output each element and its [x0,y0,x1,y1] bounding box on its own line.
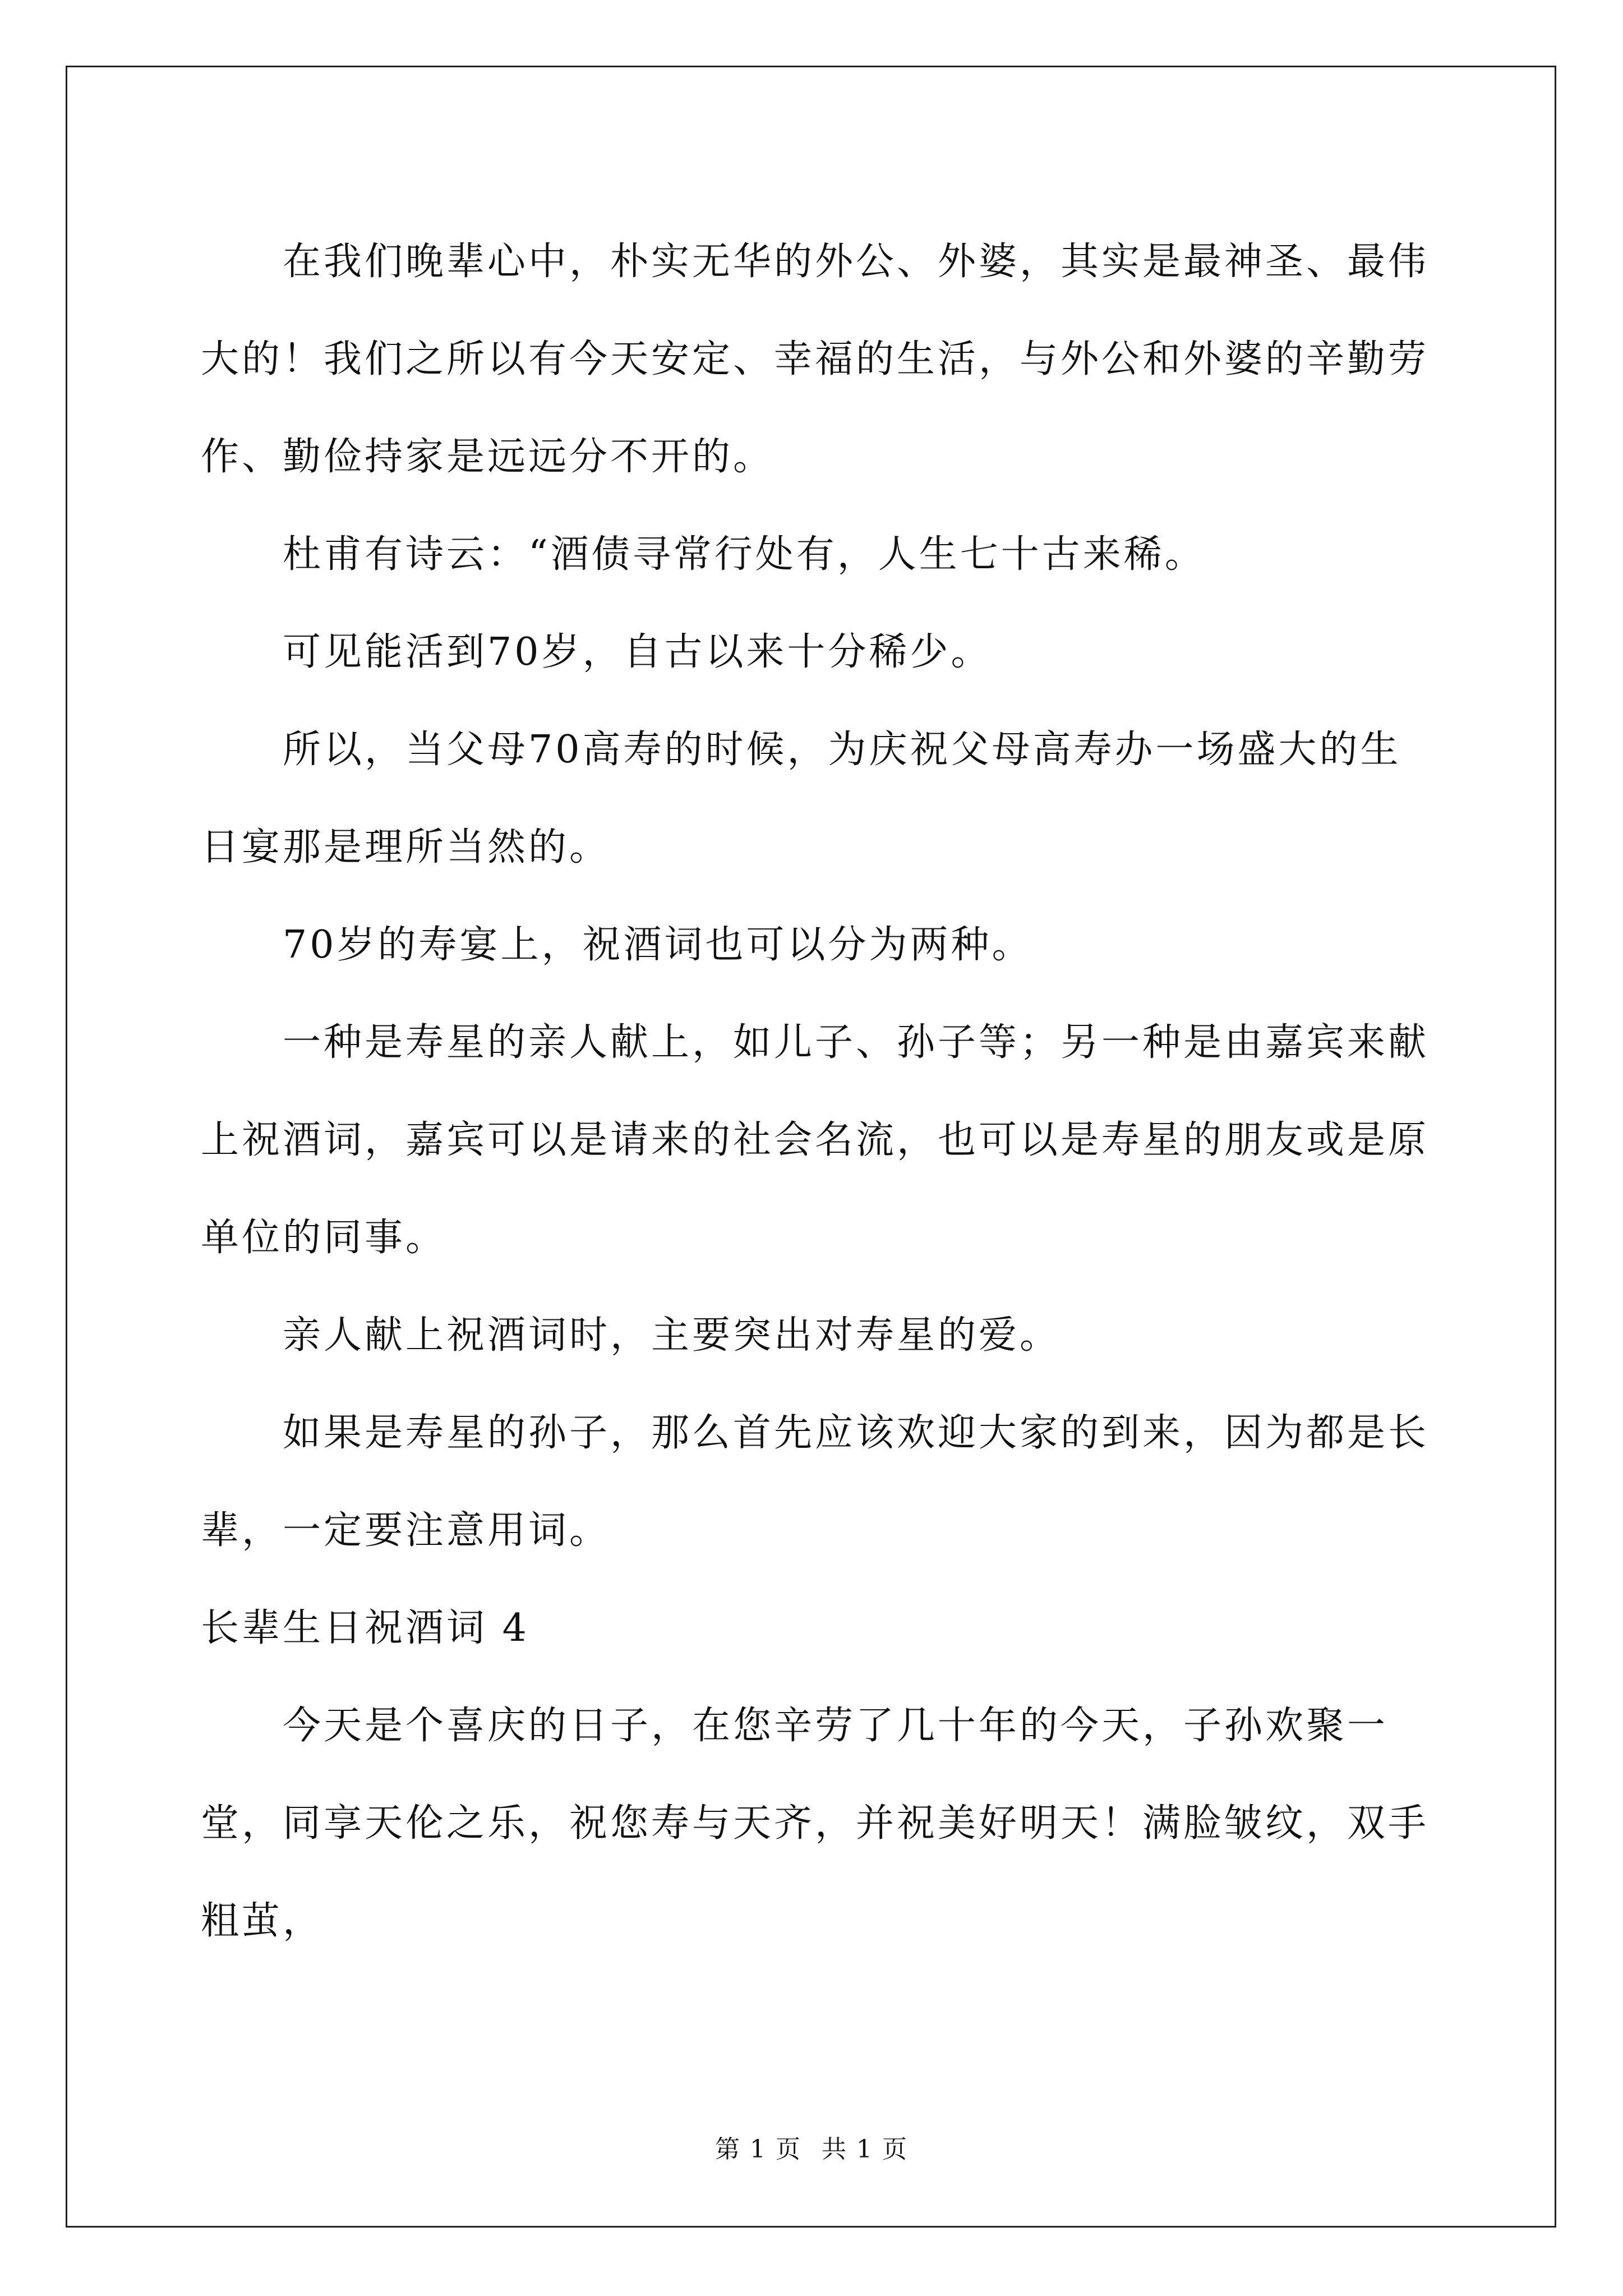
paragraph-4: 所以，当父母70高寿的时候，为庆祝父母高寿办一场盛大的生日宴那是理所当然的。 [201,728,1401,869]
paragraph-9: 今天是个喜庆的日子，在您辛劳了几十年的今天，子孙欢聚一堂，同享天伦之乐，祝您寿与天齐，并祝美好明天！满脸皱纹，双手粗茧， [201,1704,1430,1943]
paragraph-7: 亲人献上祝酒词时，主要突出对寿星的爱。 [283,1313,1061,1358]
section-heading: 长辈生日祝酒词 4 [201,1606,529,1650]
document-body [201,213,1435,1970]
paragraph-2: 杜甫有诗云：“酒债寻常行处有，人生七十古来稀。 [283,532,1206,577]
paragraph-1: 在我们晚辈心中，朴实无华的外公、外婆，其实是最神圣、最伟大的！我们之所以有今天安定、幸福的生活，与外公和外婆的辛勤劳作、勤俭持家是远远分不开的。 [201,240,1430,479]
paragraph-6: 一种是寿星的亲人献上，如儿子、孙子等；另一种是由嘉宾来献上祝酒词，嘉宾可以是请来的社会名流，也可以是寿星的朋友或是原单位的同事。 [201,1020,1430,1260]
paragraph-3: 可见能活到70岁，自古以来十分稀少。 [283,630,992,674]
page-number: 第 1 页 [715,2135,801,2164]
paragraph-5: 70岁的寿宴上，祝酒词也可以分为两种。 [283,923,1033,967]
paragraph-8: 如果是寿星的孙子，那么首先应该欢迎大家的到来，因为都是长辈，一定要注意用词。 [201,1411,1430,1553]
page-footer [0,2129,1623,2165]
page-total: 共 1 页 [822,2135,908,2164]
